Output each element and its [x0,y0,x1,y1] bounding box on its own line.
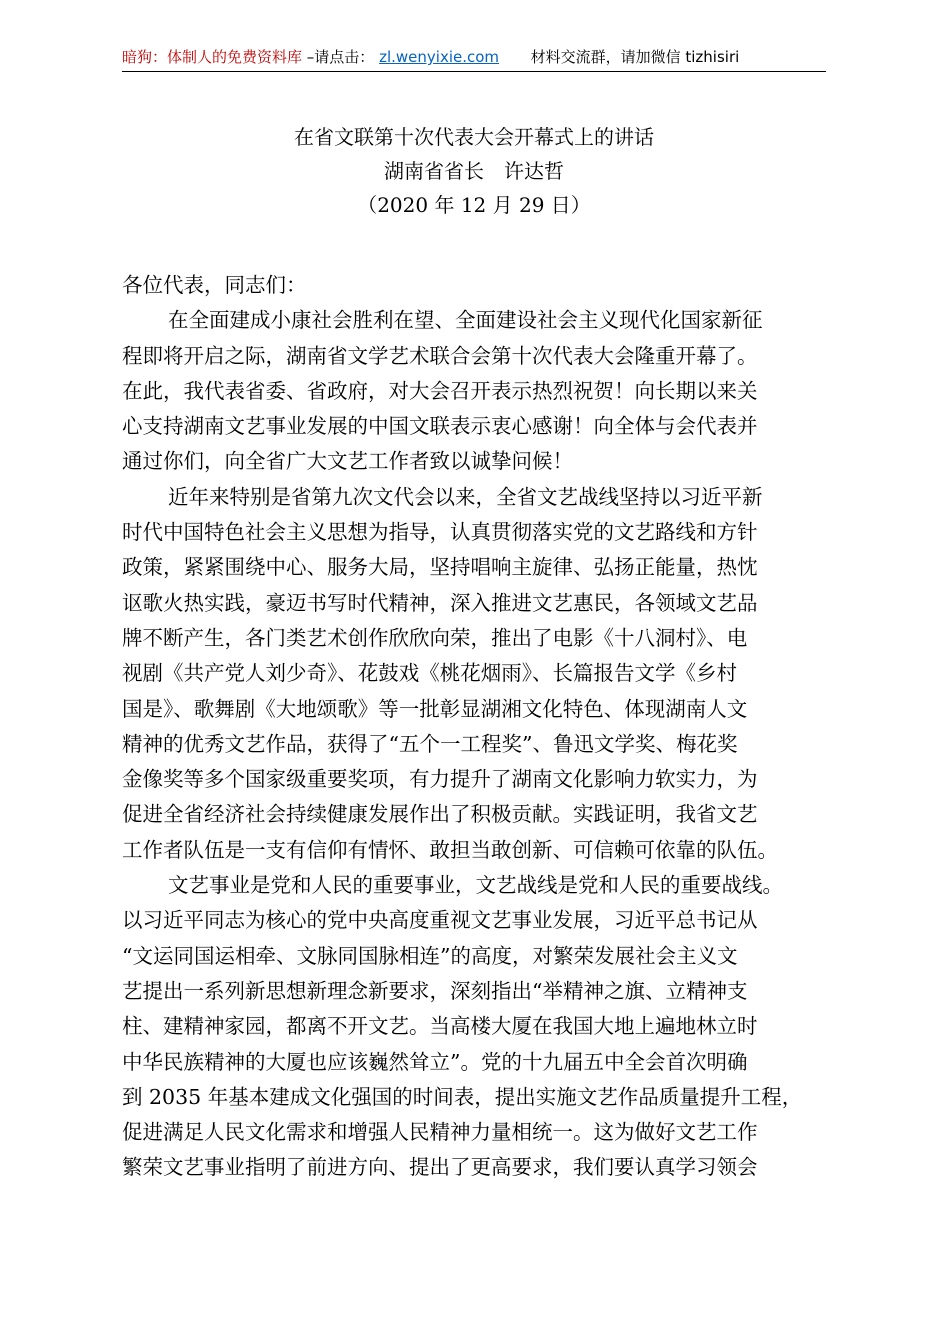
text-line: “文运同国运相牵、文脉同国脉相连”的高度，对繁荣发展社会主义文 [122,943,738,968]
text-line: 到 2035 年基本建成文化强国的时间表，提出实施文艺作品质量提升工程， [122,1084,803,1109]
text-line: 政策，紧紧围绕中心、服务大局，坚持唱响主旋律、弘扬正能量，热忱 [122,555,758,580]
text-line: 工作者队伍是一支有信仰有情怀、敢担当敢创新、可信赖可依靠的队伍。 [122,837,778,862]
title-block [122,120,826,222]
text-line: 心支持湖南文艺事业发展的中国文联表示衷心感谢！向全体与会代表并 [122,414,758,439]
text-line: 在此，我代表省委、省政府，对大会召开表示热烈祝贺！向长期以来关 [122,378,758,403]
header-brand: 暗狗：体制人的免费资料库 [122,48,303,66]
text-line: 促进全省经济社会持续健康发展作出了积极贡献。实践证明，我省文艺 [122,802,758,827]
text-line: 以习近平同志为核心的党中央高度重视文艺事业发展，习近平总书记从 [122,908,758,933]
page-header [122,44,826,70]
text-line: 国是》、歌舞剧《大地颂歌》等一批彰显湖湘文化特色、体现湖南人文 [122,696,748,721]
text-line: 程即将开启之际，湖南省文学艺术联合会第十次代表大会隆重开幕了。 [122,343,758,368]
text-line: 艺提出一系列新思想新理念新要求，深刻指出“举精神之旗、立精神支 [122,978,748,1003]
text-line: 近年来特别是省第九次文代会以来，全省文艺战线坚持以习近平新 [168,484,763,509]
text-line: 通过你们，向全省广大文艺工作者致以诚挚问候！ [122,449,573,474]
salutation: 各位代表，同志们： [122,273,307,297]
text-line: 中华民族精神的大厦也应该巍然耸立”。党的十九届五中全会首次明确 [122,1049,748,1074]
text-line: 繁荣文艺事业指明了前进方向、提出了更高要求，我们要认真学习领会 [122,1155,758,1180]
speech-body [122,268,830,1186]
text-line: 讴歌火热实践，豪迈书写时代精神，深入推进文艺惠民，各领域文艺品 [122,590,758,615]
header-divider [122,71,826,72]
speech-title: 在省文联第十次代表大会开幕式上的讲话 [294,125,654,149]
text-line: 牌不断产生，各门类艺术创作欣欣向荣，推出了电影《十八洞村》、电 [122,625,748,650]
header-note: 材料交流群，请加微信 tizhisiri [530,48,740,66]
header-link[interactable]: zl.wenyixie.com [379,48,500,66]
speaker-line: 湖南省省长 许达哲 [384,159,564,183]
text-line: 促进满足人民文化需求和增强人民精神力量相统一。这为做好文艺工作 [122,1120,758,1145]
text-line: 视剧《共产党人刘少奇》、花鼓戏《桃花烟雨》、长篇报告文学《乡村 [122,661,737,686]
text-line: 文艺事业是党和人民的重要事业，文艺战线是党和人民的重要战线。 [168,873,783,898]
speech-date: （2020 年 12 月 29 日） [357,193,591,217]
text-line: 在全面建成小康社会胜利在望、全面建设社会主义现代化国家新征 [168,308,763,333]
text-line: 金像奖等多个国家级重要奖项，有力提升了湖南文化影响力软实力，为 [122,767,758,792]
header-prompt: –请点击： [306,48,375,66]
text-line: 精神的优秀文艺作品，获得了“五个一工程奖”、鲁迅文学奖、梅花奖 [122,731,738,756]
text-line: 时代中国特色社会主义思想为指导，认真贯彻落实党的文艺路线和方针 [122,520,758,545]
text-line: 柱、建精神家园，都离不开文艺。当高楼大厦在我国大地上遍地林立时 [122,1014,758,1039]
